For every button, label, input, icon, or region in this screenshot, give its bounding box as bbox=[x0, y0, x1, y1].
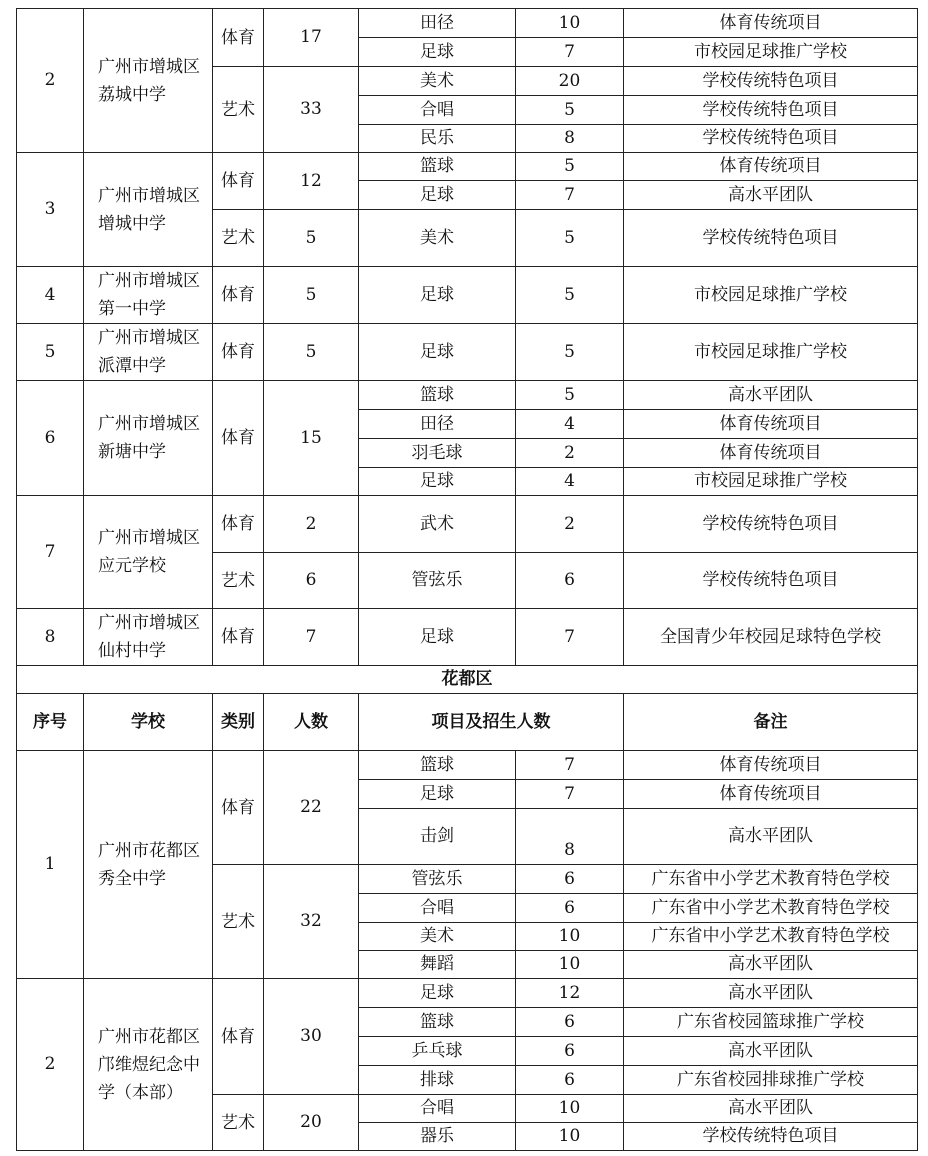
header-category: 类别 bbox=[213, 694, 264, 751]
project-name: 武术 bbox=[359, 496, 516, 553]
student-count: 12 bbox=[264, 153, 359, 210]
student-count: 22 bbox=[264, 751, 359, 865]
category: 体育 bbox=[213, 9, 264, 67]
remark: 广东省校园篮球推广学校 bbox=[624, 1008, 918, 1037]
remark: 广东省中小学艺术教育特色学校 bbox=[624, 865, 918, 894]
row-number: 3 bbox=[17, 153, 84, 267]
remark: 学校传统特色项目 bbox=[624, 96, 918, 125]
project-name: 民乐 bbox=[359, 125, 516, 153]
student-count: 6 bbox=[264, 553, 359, 609]
student-count: 17 bbox=[264, 9, 359, 67]
remark: 体育传统项目 bbox=[624, 751, 918, 780]
student-count: 15 bbox=[264, 381, 359, 496]
row-number: 8 bbox=[17, 609, 84, 666]
remark: 广东省中小学艺术教育特色学校 bbox=[624, 923, 918, 951]
header-number: 序号 bbox=[17, 694, 84, 751]
row-number: 5 bbox=[17, 324, 84, 381]
remark: 市校园足球推广学校 bbox=[624, 267, 918, 324]
student-count: 33 bbox=[264, 67, 359, 153]
remark: 高水平团队 bbox=[624, 381, 918, 410]
project-name: 羽毛球 bbox=[359, 439, 516, 468]
project-count: 6 bbox=[516, 553, 624, 609]
project-name: 击剑 bbox=[359, 809, 516, 865]
remark: 全国青少年校园足球特色学校 bbox=[624, 609, 918, 666]
school-name: 广州市增城区荔城中学 bbox=[84, 9, 213, 153]
row-number: 4 bbox=[17, 267, 84, 324]
category: 艺术 bbox=[213, 1095, 264, 1151]
category: 艺术 bbox=[213, 67, 264, 153]
remark: 体育传统项目 bbox=[624, 9, 918, 38]
project-name: 足球 bbox=[359, 267, 516, 324]
remark: 学校传统特色项目 bbox=[624, 210, 918, 267]
project-name: 足球 bbox=[359, 468, 516, 496]
project-count: 6 bbox=[516, 1008, 624, 1037]
project-name: 田径 bbox=[359, 9, 516, 38]
category: 体育 bbox=[213, 324, 264, 381]
remark: 体育传统项目 bbox=[624, 153, 918, 181]
project-name: 合唱 bbox=[359, 1095, 516, 1123]
project-name: 篮球 bbox=[359, 153, 516, 181]
project-count: 12 bbox=[516, 979, 624, 1008]
project-count: 4 bbox=[516, 468, 624, 496]
category: 艺术 bbox=[213, 210, 264, 267]
category: 体育 bbox=[213, 381, 264, 496]
remark: 广东省中小学艺术教育特色学校 bbox=[624, 894, 918, 923]
student-count: 2 bbox=[264, 496, 359, 553]
project-count: 5 bbox=[516, 381, 624, 410]
remark: 学校传统特色项目 bbox=[624, 125, 918, 153]
project-count: 10 bbox=[516, 9, 624, 38]
school-name: 广州市增城区应元学校 bbox=[84, 496, 213, 609]
remark: 市校园足球推广学校 bbox=[624, 324, 918, 381]
category: 艺术 bbox=[213, 865, 264, 979]
project-count: 4 bbox=[516, 410, 624, 439]
category: 体育 bbox=[213, 979, 264, 1095]
project-count: 8 bbox=[516, 125, 624, 153]
project-name: 篮球 bbox=[359, 381, 516, 410]
project-count: 5 bbox=[516, 96, 624, 125]
project-name: 篮球 bbox=[359, 751, 516, 780]
project-name: 足球 bbox=[359, 181, 516, 210]
project-count: 8 bbox=[516, 809, 624, 865]
project-name: 管弦乐 bbox=[359, 865, 516, 894]
project-count: 5 bbox=[516, 153, 624, 181]
project-name: 美术 bbox=[359, 67, 516, 96]
project-count: 5 bbox=[516, 324, 624, 381]
remark: 体育传统项目 bbox=[624, 439, 918, 468]
project-count: 7 bbox=[516, 609, 624, 666]
school-name: 广州市增城区第一中学 bbox=[84, 267, 213, 324]
remark: 体育传统项目 bbox=[624, 410, 918, 439]
remark: 高水平团队 bbox=[624, 1037, 918, 1066]
header-school: 学校 bbox=[84, 694, 213, 751]
remark: 市校园足球推广学校 bbox=[624, 38, 918, 67]
remark: 高水平团队 bbox=[624, 809, 918, 865]
remark: 学校传统特色项目 bbox=[624, 553, 918, 609]
project-count: 20 bbox=[516, 67, 624, 96]
project-name: 足球 bbox=[359, 780, 516, 809]
project-name: 足球 bbox=[359, 979, 516, 1008]
project-name: 器乐 bbox=[359, 1123, 516, 1151]
remark: 高水平团队 bbox=[624, 979, 918, 1008]
remark: 高水平团队 bbox=[624, 181, 918, 210]
project-count: 5 bbox=[516, 267, 624, 324]
project-count: 10 bbox=[516, 951, 624, 979]
student-count: 7 bbox=[264, 609, 359, 666]
project-name: 舞蹈 bbox=[359, 951, 516, 979]
school-name: 广州市花都区邝维煜纪念中学（本部） bbox=[84, 979, 213, 1151]
enrollment-table bbox=[16, 8, 918, 1151]
remark: 广东省校园排球推广学校 bbox=[624, 1066, 918, 1095]
project-name: 合唱 bbox=[359, 96, 516, 125]
project-name: 管弦乐 bbox=[359, 553, 516, 609]
school-name: 广州市花都区秀全中学 bbox=[84, 751, 213, 979]
project-count: 2 bbox=[516, 439, 624, 468]
school-name: 广州市增城区新塘中学 bbox=[84, 381, 213, 496]
remark: 体育传统项目 bbox=[624, 780, 918, 809]
project-name: 足球 bbox=[359, 609, 516, 666]
student-count: 5 bbox=[264, 324, 359, 381]
project-count: 7 bbox=[516, 181, 624, 210]
category: 体育 bbox=[213, 267, 264, 324]
project-name: 篮球 bbox=[359, 1008, 516, 1037]
row-number: 7 bbox=[17, 496, 84, 609]
school-name: 广州市增城区派潭中学 bbox=[84, 324, 213, 381]
student-count: 5 bbox=[264, 267, 359, 324]
remark: 学校传统特色项目 bbox=[624, 1123, 918, 1151]
school-name: 广州市增城区仙村中学 bbox=[84, 609, 213, 666]
project-name: 美术 bbox=[359, 210, 516, 267]
project-name: 美术 bbox=[359, 923, 516, 951]
remark: 高水平团队 bbox=[624, 1095, 918, 1123]
project-count: 5 bbox=[516, 210, 624, 267]
header-count: 人数 bbox=[264, 694, 359, 751]
project-name: 排球 bbox=[359, 1066, 516, 1095]
category: 艺术 bbox=[213, 553, 264, 609]
project-name: 足球 bbox=[359, 38, 516, 67]
header-remark: 备注 bbox=[624, 694, 918, 751]
project-count: 2 bbox=[516, 496, 624, 553]
category: 体育 bbox=[213, 496, 264, 553]
project-count: 6 bbox=[516, 1066, 624, 1095]
project-count: 6 bbox=[516, 894, 624, 923]
row-number: 6 bbox=[17, 381, 84, 496]
remark: 市校园足球推广学校 bbox=[624, 468, 918, 496]
project-name: 乒乓球 bbox=[359, 1037, 516, 1066]
project-count: 6 bbox=[516, 1037, 624, 1066]
student-count: 30 bbox=[264, 979, 359, 1095]
project-count: 7 bbox=[516, 780, 624, 809]
student-count: 32 bbox=[264, 865, 359, 979]
remark: 高水平团队 bbox=[624, 951, 918, 979]
project-name: 足球 bbox=[359, 324, 516, 381]
project-count: 7 bbox=[516, 38, 624, 67]
row-number: 2 bbox=[17, 9, 84, 153]
remark: 学校传统特色项目 bbox=[624, 67, 918, 96]
project-name: 合唱 bbox=[359, 894, 516, 923]
remark: 学校传统特色项目 bbox=[624, 496, 918, 553]
project-count: 10 bbox=[516, 1123, 624, 1151]
category: 体育 bbox=[213, 153, 264, 210]
category: 体育 bbox=[213, 609, 264, 666]
school-name: 广州市增城区增城中学 bbox=[84, 153, 213, 267]
category: 体育 bbox=[213, 751, 264, 865]
project-name: 田径 bbox=[359, 410, 516, 439]
student-count: 20 bbox=[264, 1095, 359, 1151]
row-number: 1 bbox=[17, 751, 84, 979]
row-number: 2 bbox=[17, 979, 84, 1151]
header-project: 项目及招生人数 bbox=[359, 694, 624, 751]
district-title: 花都区 bbox=[17, 666, 918, 694]
student-count: 5 bbox=[264, 210, 359, 267]
project-count: 7 bbox=[516, 751, 624, 780]
project-count: 6 bbox=[516, 865, 624, 894]
project-count: 10 bbox=[516, 1095, 624, 1123]
project-count: 10 bbox=[516, 923, 624, 951]
